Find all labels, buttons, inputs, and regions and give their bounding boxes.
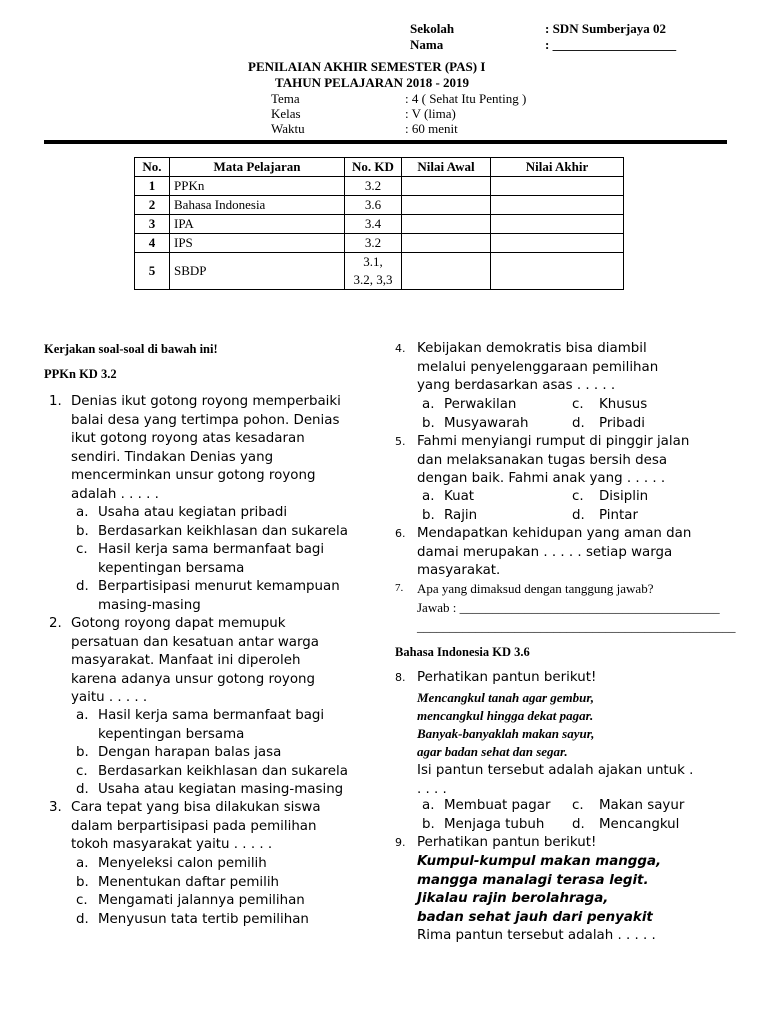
cell-no: 4 [135,234,170,253]
option-b[interactable]: b. Menentukan daftar pemilih [76,874,280,890]
cell-mapel: SBDP [170,253,345,290]
header-divider [44,140,727,144]
question-line: balai desa yang tertimpa pohon. Denias [71,412,340,428]
question-3-options [76,855,309,929]
table-header-row [135,158,624,177]
page-subtitle: TAHUN PELAJARAN 2018 - 2019 [275,75,470,90]
option-a[interactable]: a. Membuat pagar [422,798,551,813]
cell-mapel: PPKn [170,177,345,196]
tema-value: : 4 ( Sehat Itu Penting ) [405,91,527,106]
cell-nilai-akhir[interactable] [491,215,624,234]
table-row [135,177,624,196]
question-6-text [417,525,691,581]
question-7-answer-field[interactable]: Jawab : ________________________________________ [417,600,720,615]
question-6-number: 6. [395,527,406,540]
waktu-label: Waktu [271,121,305,136]
option-c[interactable]: c. Disiplin [572,489,649,504]
cell-nilai-awal[interactable] [402,234,491,253]
question-line: Cara tepat yang bisa dilakukan siswa [71,800,321,815]
option-c[interactable]: c. Khusus [572,397,648,412]
question-8-number: 8. [395,671,406,684]
kelas-value: : V (lima) [405,106,456,121]
question-line: yaitu . . . . . [71,690,148,705]
question-line: mencerminkan unsur gotong royong [71,468,316,483]
question-line: Denias ikut gotong royong memperbaiki [71,394,341,409]
question-line: Mendapatkan kehidupan yang aman dan [417,526,692,541]
section-ppkn: PPKn KD 3.2 [44,367,117,381]
cell-no: 3 [135,215,170,234]
question-line: yang berdasarkan asas . . . . . [417,378,616,393]
question-4-number: 4. [395,342,406,355]
question-line: karena adanya unsur gotong royong [71,671,315,687]
question-line: masyarakat. [417,563,501,578]
question-7-answer-line[interactable]: _________________________________________________ [417,619,736,634]
question-line: damai merupakan . . . . . setiap warga [417,544,673,560]
option-c[interactable]: c. Mengamati jalannya pemilihan [76,893,305,908]
cell-kd: 3.2 [345,177,402,196]
pantun-line: Banyak-banyaklah makan sayur, [417,726,595,741]
option-d-cont: masing-masing [98,597,201,613]
cell-kd: 3.2 [345,234,402,253]
question-line: melalui penyelenggaraan pemilihan [417,359,659,375]
question-line: ikut gotong royong atas kesadaran [71,431,305,446]
option-c[interactable]: c. Makan sayur [572,798,685,813]
question-line: masyarakat. Manfaat ini diperoleh [71,653,301,668]
question-1-number: 1. [49,394,62,409]
question-line: adalah . . . . . [71,486,159,502]
question-5-options [422,488,648,525]
option-b[interactable]: b. Dengan harapan balas jasa [76,745,282,760]
pantun-line: Jikalau rajin berolahraga, [417,891,609,906]
question-2-number: 2. [49,616,62,631]
question-7-number: 7. [395,582,404,594]
cell-nilai-awal[interactable] [402,196,491,215]
question-line: Gotong royong dapat memupuk [71,616,286,631]
cell-nilai-akhir[interactable] [491,253,624,290]
table-row [135,234,624,253]
table-header: No. KD [345,158,402,177]
question-3-text [71,799,321,855]
question-8-intro: Perhatikan pantun berikut! [417,670,597,685]
question-line: . . . . [417,781,447,797]
sekolah-value: : SDN Sumberjaya 02 [545,21,666,36]
question-2-options [76,707,348,800]
cell-no: 2 [135,196,170,215]
option-d[interactable]: d. Usaha atau kegiatan masing-masing [76,782,344,797]
option-c[interactable]: c. Hasil kerja sama bermanfaat bagi [76,542,325,557]
table-header: Nilai Awal [402,158,491,177]
question-line: persatuan dan kesatuan antar warga [71,634,319,650]
cell-kd [345,253,402,290]
table-row [135,215,624,234]
cell-no: 1 [135,177,170,196]
question-4-options [422,396,647,433]
option-d[interactable]: d. Mencangkul [572,816,680,832]
score-table [134,157,624,290]
cell-mapel: IPS [170,234,345,253]
question-line: dan melaksanakan tugas bersih desa [417,452,668,468]
cell-kd: 3.6 [345,196,402,215]
pantun-line: agar badan sehat dan segar. [417,744,568,759]
cell-nilai-awal[interactable] [402,215,491,234]
cell-nilai-awal[interactable] [402,253,491,290]
question-8-options [422,797,684,834]
question-5-number: 5. [395,435,406,448]
section-bahasa-indonesia: Bahasa Indonesia KD 3.6 [395,645,530,659]
nama-value: : ___________________ [545,37,677,52]
option-b[interactable]: b. Rajin [422,507,478,523]
cell-mapel: IPA [170,215,345,234]
table-header: Mata Pelajaran [170,158,345,177]
cell-nilai-awal[interactable] [402,177,491,196]
option-b[interactable]: b. Berdasarkan keikhlasan dan sukarela [76,523,348,539]
question-line: dalam berpartisipasi pada pemilihan [71,818,317,834]
question-9-number: 9. [395,836,406,849]
page-title: PENILAIAN AKHIR SEMESTER (PAS) I [248,59,486,74]
pantun-1 [417,689,594,761]
pantun-line: Kumpul-kumpul makan mangga, [417,854,662,869]
option-c-cont: kepentingan bersama [98,560,245,576]
pantun-line: mencangkul hingga dekat pagar. [417,708,594,723]
instruction: Kerjakan soal-soal di bawah ini! [44,342,218,356]
cell-nilai-akhir[interactable] [491,196,624,215]
question-line: tokoh masyarakat yaitu . . . . . [71,837,273,852]
table-row [135,196,624,215]
cell-kd: 3.4 [345,215,402,234]
table-row [135,253,624,290]
tema-label: Tema [271,91,300,106]
question-5-text [417,433,689,489]
question-9-text: Rima pantun tersebut adalah . . . . . [417,928,656,943]
pantun-line: mangga manalagi terasa legit. [417,872,649,888]
option-a[interactable]: a. Kuat [422,489,475,504]
option-a-cont: kepentingan bersama [98,726,245,742]
cell-kd-line: 3.2, 3,3 [353,272,393,287]
waktu-value: : 60 menit [405,121,458,136]
question-7-text: Apa yang dimaksud dengan tanggung jawab? [417,581,654,596]
sekolah-label: Sekolah [410,21,455,36]
question-line: sendiri. Tindakan Denias yang [71,449,274,465]
pantun-line: Mencangkul tanah agar gembur, [417,690,594,705]
option-a[interactable]: a. Menyeleksi calon pemilih [76,856,267,871]
question-line: Isi pantun tersebut adalah ajakan untuk . [417,763,694,778]
question-8-text [417,762,693,799]
nama-label: Nama [410,37,444,52]
pantun-line: badan sehat jauh dari penyakit [417,909,653,925]
cell-nilai-akhir[interactable] [491,177,624,196]
table-header: Nilai Akhir [491,158,624,177]
option-a[interactable]: a. Perwakilan [422,397,517,412]
question-2-text [71,615,319,708]
option-a[interactable]: a. Usaha atau kegiatan pribadi [76,505,288,520]
cell-no: 5 [135,253,170,290]
question-4-text [417,340,658,396]
option-a[interactable]: a. Hasil kerja sama bermanfaat bagi [76,708,325,723]
option-d[interactable]: d. Berpartisipasi menurut kemampuan [76,579,340,594]
question-line: dengan baik. Fahmi anak yang . . . . . [417,471,666,486]
pantun-2 [417,853,661,927]
cell-mapel: Bahasa Indonesia [170,196,345,215]
cell-nilai-akhir[interactable] [491,234,624,253]
option-d[interactable]: d. Menyusun tata tertib pemilihan [76,911,309,927]
kelas-label: Kelas [271,106,301,121]
cell-kd-line: 3.1, [363,254,383,269]
question-1-text [71,393,341,504]
question-1-options [76,504,348,615]
option-d[interactable]: d. Pribadi [572,415,645,431]
question-line: Fahmi menyiangi rumput di pinggir jalan [417,434,690,449]
option-b[interactable]: b. Menjaga tubuh [422,816,545,832]
question-9-intro: Perhatikan pantun berikut! [417,835,597,850]
option-c[interactable]: c. Berdasarkan keikhlasan dan sukarela [76,763,348,779]
table-header: No. [135,158,170,177]
option-b[interactable]: b. Musyawarah [422,415,529,431]
option-d[interactable]: d. Pintar [572,507,638,523]
question-3-number: 3. [49,800,62,815]
question-line: Kebijakan demokratis bisa diambil [417,341,647,356]
